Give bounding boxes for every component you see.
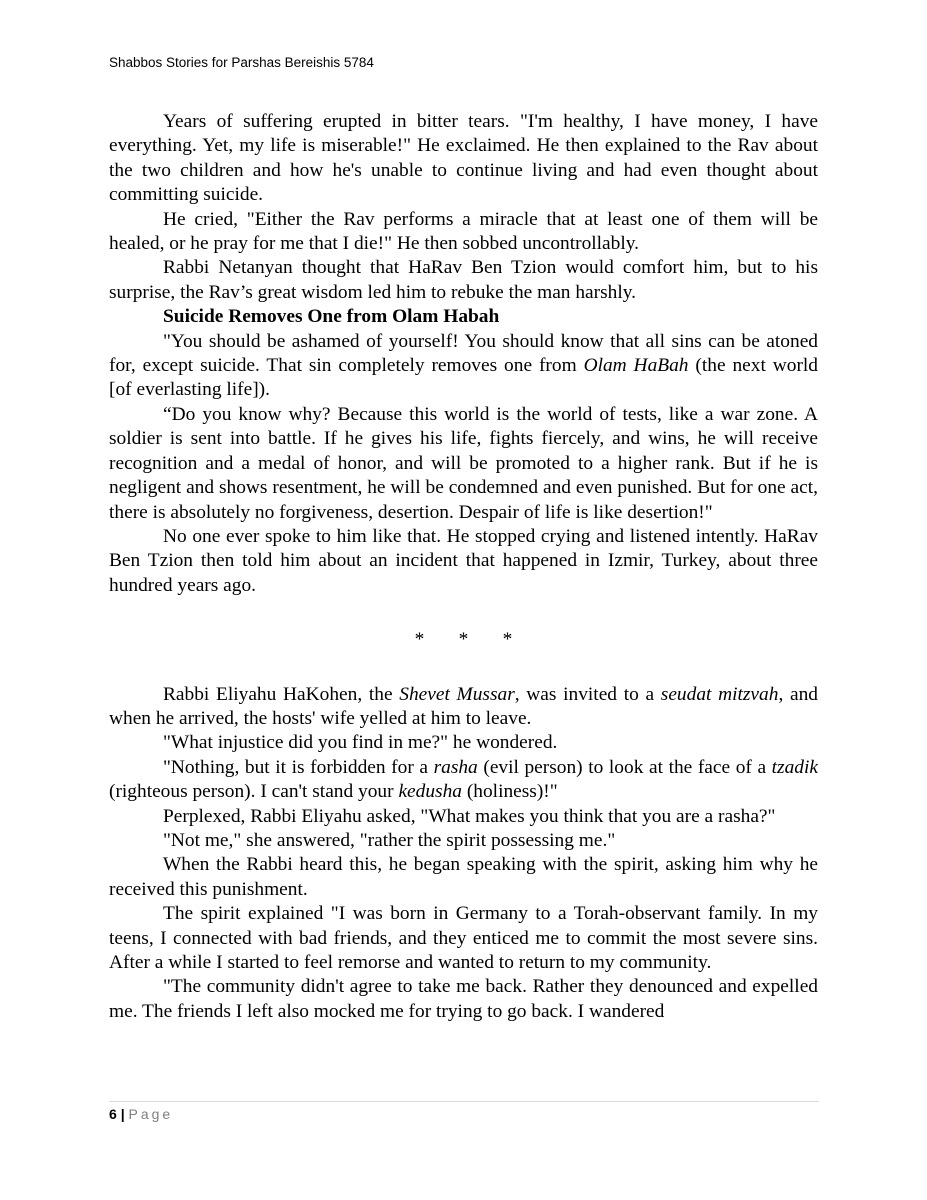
paragraph: Years of suffering erupted in bitter tears. "I'm healthy, I have money, I have everything. Yet, my life is miserable!" He exclaimed. He then explained to the Rav about the two children and how he's unable to continue living and had even thought about committing suicide. <box>109 111 818 206</box>
paragraph: He cried, "Either the Rav performs a miracle that at least one of them will be healed, or he pray for me that I die!" He then sobbed uncontrollably. <box>109 208 818 255</box>
paragraph: “Do you know why? Because this world is the world of tests, like a war zone. A soldier is sent into battle. If he gives his life, fights fiercely, and wins, he will receive recognition and a medal of honor, and will be promoted to a higher rank. But if he is negligent and shows resentment, he will be condemned and even punished. But for one act, there is absolutely no forgiveness, desertion. Despair of life is like desertion!" <box>109 403 818 523</box>
footer-divider <box>109 1101 819 1102</box>
paragraph: "You should be ashamed of yourself! You should know that all sins can be atoned for, except suicide. That sin completely removes one from Olam HaBah (the next world [of everlasting life]). <box>109 330 818 401</box>
paragraph: "What injustice did you find in me?" he wondered. <box>163 732 558 754</box>
paragraph: "The community didn't agree to take me back. Rather they denounced and expelled me. The friends I left also mocked me for trying to go back. I wandered <box>109 976 818 1022</box>
page-label: Page <box>128 1106 174 1122</box>
paragraph: "Not me," she answered, "rather the spirit possessing me." <box>163 829 616 851</box>
paragraph: No one ever spoke to him like that. He stopped crying and listened intently. HaRav Ben Tzion then told him about an incident that happened in Izmir, Turkey, about three hundred years ago. <box>109 525 818 596</box>
paragraph: Rabbi Netanyan thought that HaRav Ben Tzion would comfort him, but to his surprise, the Rav’s great wisdom led him to rebuke the man harshly. <box>109 257 818 303</box>
page-footer <box>109 1106 173 1122</box>
section-separator: * * * <box>414 629 513 651</box>
paragraph: Perplexed, Rabbi Eliyahu asked, "What makes you think that you are a rasha?" <box>163 805 776 827</box>
page-number: 6 <box>109 1106 117 1122</box>
paragraph: The spirit explained "I was born in Germany to a Torah-observant family. In my teens, I connected with bad friends, and they enticed me to commit the most severe sins. After a while I started to feel remorse and wanted to return to my community. <box>109 903 818 973</box>
section-heading: Suicide Removes One from Olam Habah <box>163 306 500 328</box>
paragraph: Rabbi Eliyahu HaKohen, the Shevet Mussar, was invited to a seudat mitzvah, and when he arrived, the hosts' wife yelled at him to leave. <box>109 683 818 729</box>
page-header: Shabbos Stories for Parshas Bereishis 5784 <box>109 55 374 70</box>
footer-separator: | <box>120 1106 125 1122</box>
paragraph: When the Rabbi heard this, he began speaking with the spirit, asking him why he received this punishment. <box>109 854 818 900</box>
paragraph: "Nothing, but it is forbidden for a rasha (evil person) to look at the face of a tzadik (righteous person). I can't stand your kedusha (holiness)!" <box>109 756 818 803</box>
document-body <box>109 110 818 1024</box>
